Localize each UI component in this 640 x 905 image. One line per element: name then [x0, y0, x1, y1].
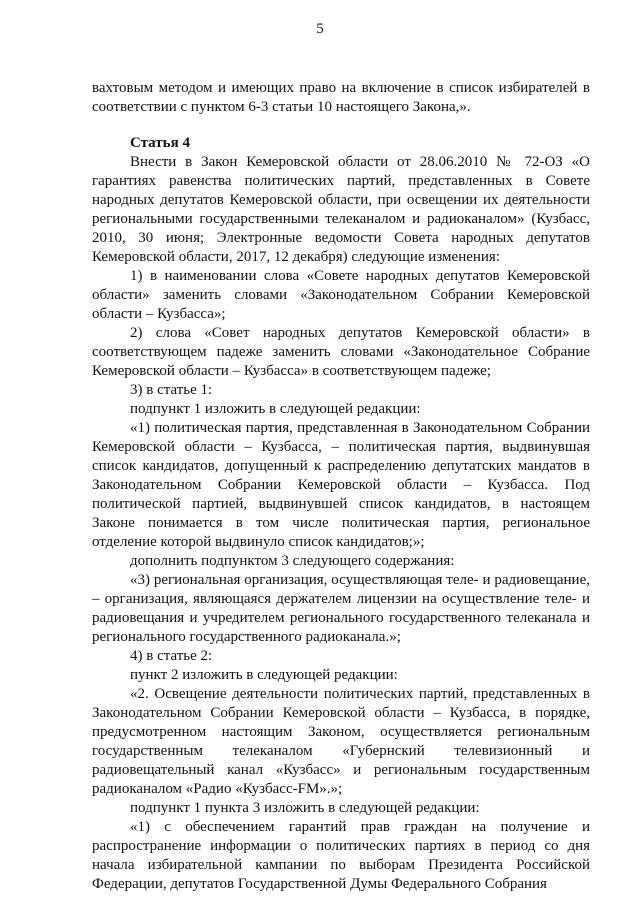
paragraph-subitem-1-text: «1) политическая партия, представленная в Законодательном Собрании Кемеровской области – Кузбасса, – политическая партия, выдвинувшая список кандидатов, допущенный к распределению депутатских мандатов в Законодательном Собрании Кемеровской области – Кузбасса. Под политической партией, выдвинувшей список кандидатов, в настоящем Законе понимается в том числе политическая партия, региональное отделение которой выдвинуло список кандидатов;»; — [92, 420, 590, 550]
paragraph-item-1: 1) в наименовании слова «Совете народных депутатов Кемеровской области» заменить словами «Законодательном Собрании Кемеровской области – Кузбасса»; — [92, 268, 590, 322]
paragraph-continuation: вахтовым методом и имеющих право на включение в список избирателей в соответствии с пунктом 6-3 статьи 10 настоящего Закона,». — [92, 80, 590, 115]
paragraph-point-2-intro: пункт 2 изложить в следующей редакции: — [130, 667, 398, 683]
article-heading: Статья 4 — [130, 135, 190, 151]
paragraph-subitem-1-intro: подпункт 1 изложить в следующей редакции: — [130, 401, 421, 417]
paragraph-point-3-text: «1) с обеспечением гарантий прав граждан на получение и распространение информации о политических партиях в период со дня начала избирательной кампании по выборам Президента Российской Федерации, депутатов Государственной Думы Федерального Собрания — [92, 819, 590, 892]
paragraph-point-2-text: «2. Освещение деятельности политических партий, представленных в Законодательном Собрании Кемеровской области – Кузбасса, в порядке, предусмотренном настоящим Законом, осуществляется региональным государственным телеканалом «Губернский телевизионный и радиовещательный канал «Кузбасс» и региональным государственным радиоканалом «Радио «Кузбасс-FM».»; — [92, 686, 590, 797]
paragraph-subitem-3-intro: дополнить подпунктом 3 следующего содержания: — [130, 553, 455, 569]
paragraph-item-3: 3) в статье 1: — [130, 382, 213, 398]
paragraph-item-4: 4) в статье 2: — [130, 648, 213, 664]
paragraph-point-3-intro: подпункт 1 пункта 3 изложить в следующей редакции: — [130, 800, 480, 816]
document-body — [92, 79, 590, 894]
paragraph-subitem-3-text: «3) региональная организация, осуществляющая теле- и радиовещание, – организация, являющаяся держателем лицензии на осуществление теле- и радиовещания и учредителем регионального государственного телеканала и регионального государственного радиоканала.»; — [92, 572, 590, 645]
paragraph-item-2: 2) слова «Совет народных депутатов Кемеровской области» в соответствующем падеже заменить словами «Законодательное Собрание Кемеровской области – Кузбасса» в соответствующем падеже; — [92, 325, 590, 379]
page-number: 5 — [316, 21, 324, 37]
paragraph-amendment-intro: Внести в Закон Кемеровской области от 28.06.2010 № 72-ОЗ «О гарантиях равенства политических партий, представленных в Совете народных депутатов Кемеровской области, при освещении их деятельности региональными государственными телеканалом и радиоканалом» (Кузбасс, 2010, 30 июня; Электронные ведомости Совета народных депутатов Кемеровской области, 2017, 12 декабря) следующие изменения: — [92, 154, 590, 265]
